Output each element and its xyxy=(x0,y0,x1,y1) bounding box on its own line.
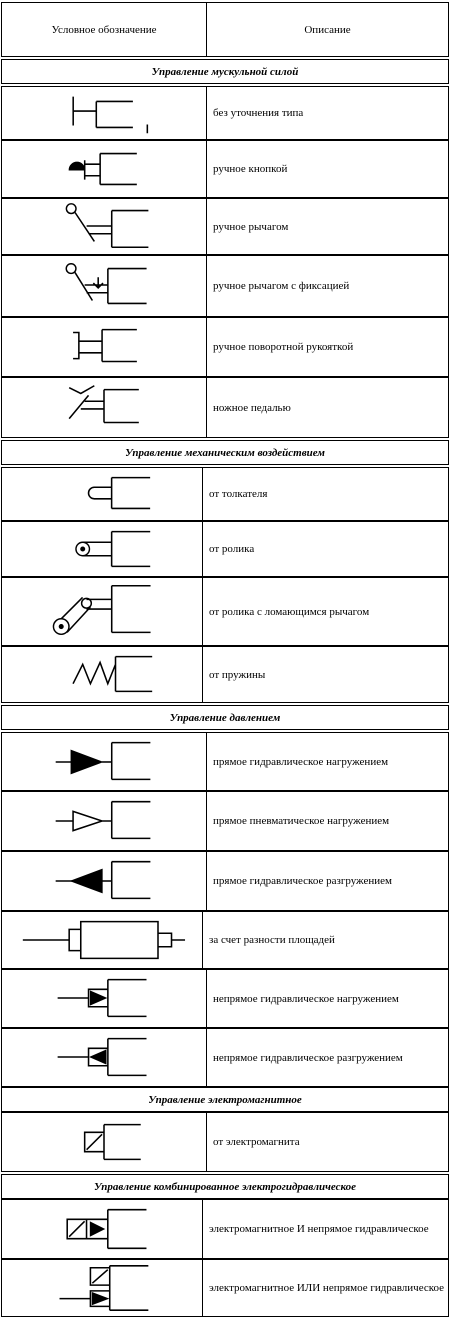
lever-detent-icon xyxy=(2,256,206,316)
spring-icon xyxy=(2,647,202,702)
table-row xyxy=(1,317,449,377)
hydraulic-load-icon xyxy=(2,733,206,790)
table-row xyxy=(1,1112,449,1172)
description: от электромагнита xyxy=(213,1136,300,1148)
section-title: Управление механическим воздействием xyxy=(1,440,449,465)
description: ножное педалью xyxy=(213,401,291,414)
table-row xyxy=(1,255,449,317)
description: непрямое гидравлическое нагружением xyxy=(213,992,399,1005)
table-row xyxy=(1,577,449,646)
description: ручное поворотной рукояткой xyxy=(213,341,354,353)
table-row xyxy=(1,911,449,969)
table-row xyxy=(1,1028,449,1087)
table-row xyxy=(1,377,449,438)
description: электромагнитное ИЛИ непрямое гидравлическое xyxy=(209,1282,445,1294)
description: прямое пневматическое нагружением xyxy=(213,815,390,827)
table-row xyxy=(1,198,449,255)
section-title: Управление мускульной силой xyxy=(1,59,449,84)
section-title: Управление электромагнитное xyxy=(1,1087,449,1112)
table-row xyxy=(1,646,449,703)
table-row xyxy=(1,732,449,791)
description: электромагнитное И непрямое гидравлическое xyxy=(209,1223,429,1235)
header-symbol: Условное обозначение xyxy=(51,23,157,36)
section-title: Управление давлением xyxy=(1,705,449,730)
table-row xyxy=(1,521,449,577)
hydraulic-unload-icon xyxy=(2,852,206,910)
solenoid-and-pilot-icon xyxy=(2,1200,202,1258)
muscle-general-icon xyxy=(2,87,206,139)
description: за счет разности площадей xyxy=(209,934,335,946)
pilot-hydraulic-unload-icon xyxy=(2,1029,206,1086)
description: от пружины xyxy=(209,668,266,681)
table-row xyxy=(1,969,449,1028)
roller-icon xyxy=(2,522,202,576)
push-button-icon xyxy=(2,141,206,197)
rotary-handle-icon xyxy=(2,318,206,376)
table-row xyxy=(1,791,449,851)
area-difference-icon xyxy=(2,912,202,968)
pedal-icon xyxy=(2,378,206,437)
table-row xyxy=(1,467,449,521)
table-row xyxy=(1,140,449,198)
pilot-hydraulic-load-icon xyxy=(2,970,206,1027)
table-row xyxy=(1,1259,449,1317)
description: от ролика xyxy=(209,543,255,555)
description: без уточнения типа xyxy=(213,107,304,119)
description: ручное кнопкой xyxy=(213,163,288,175)
lever-icon xyxy=(2,199,206,254)
section-title: Управление комбинированное электрогидравлическое xyxy=(1,1174,449,1199)
pneumatic-load-icon xyxy=(2,792,206,850)
solenoid-icon xyxy=(2,1113,206,1171)
plunger-icon xyxy=(2,468,202,520)
table-row xyxy=(1,1199,449,1259)
table-row xyxy=(1,86,449,140)
table-row xyxy=(1,851,449,911)
solenoid-or-pilot-icon xyxy=(2,1260,202,1316)
description: от ролика с ломающимся рычагом xyxy=(209,605,370,618)
description: ручное рычагом с фиксацией xyxy=(213,280,350,292)
description: ручное рычагом xyxy=(213,220,289,233)
description: прямое гидравлическое разгружением xyxy=(213,875,393,887)
roller-lever-icon xyxy=(2,578,202,645)
description: непрямое гидравлическое разгружением xyxy=(213,1051,403,1064)
header-description: Описание xyxy=(304,23,351,36)
table-header xyxy=(1,2,449,57)
description: прямое гидравлическое нагружением xyxy=(213,755,389,768)
description: от толкателя xyxy=(209,488,268,500)
